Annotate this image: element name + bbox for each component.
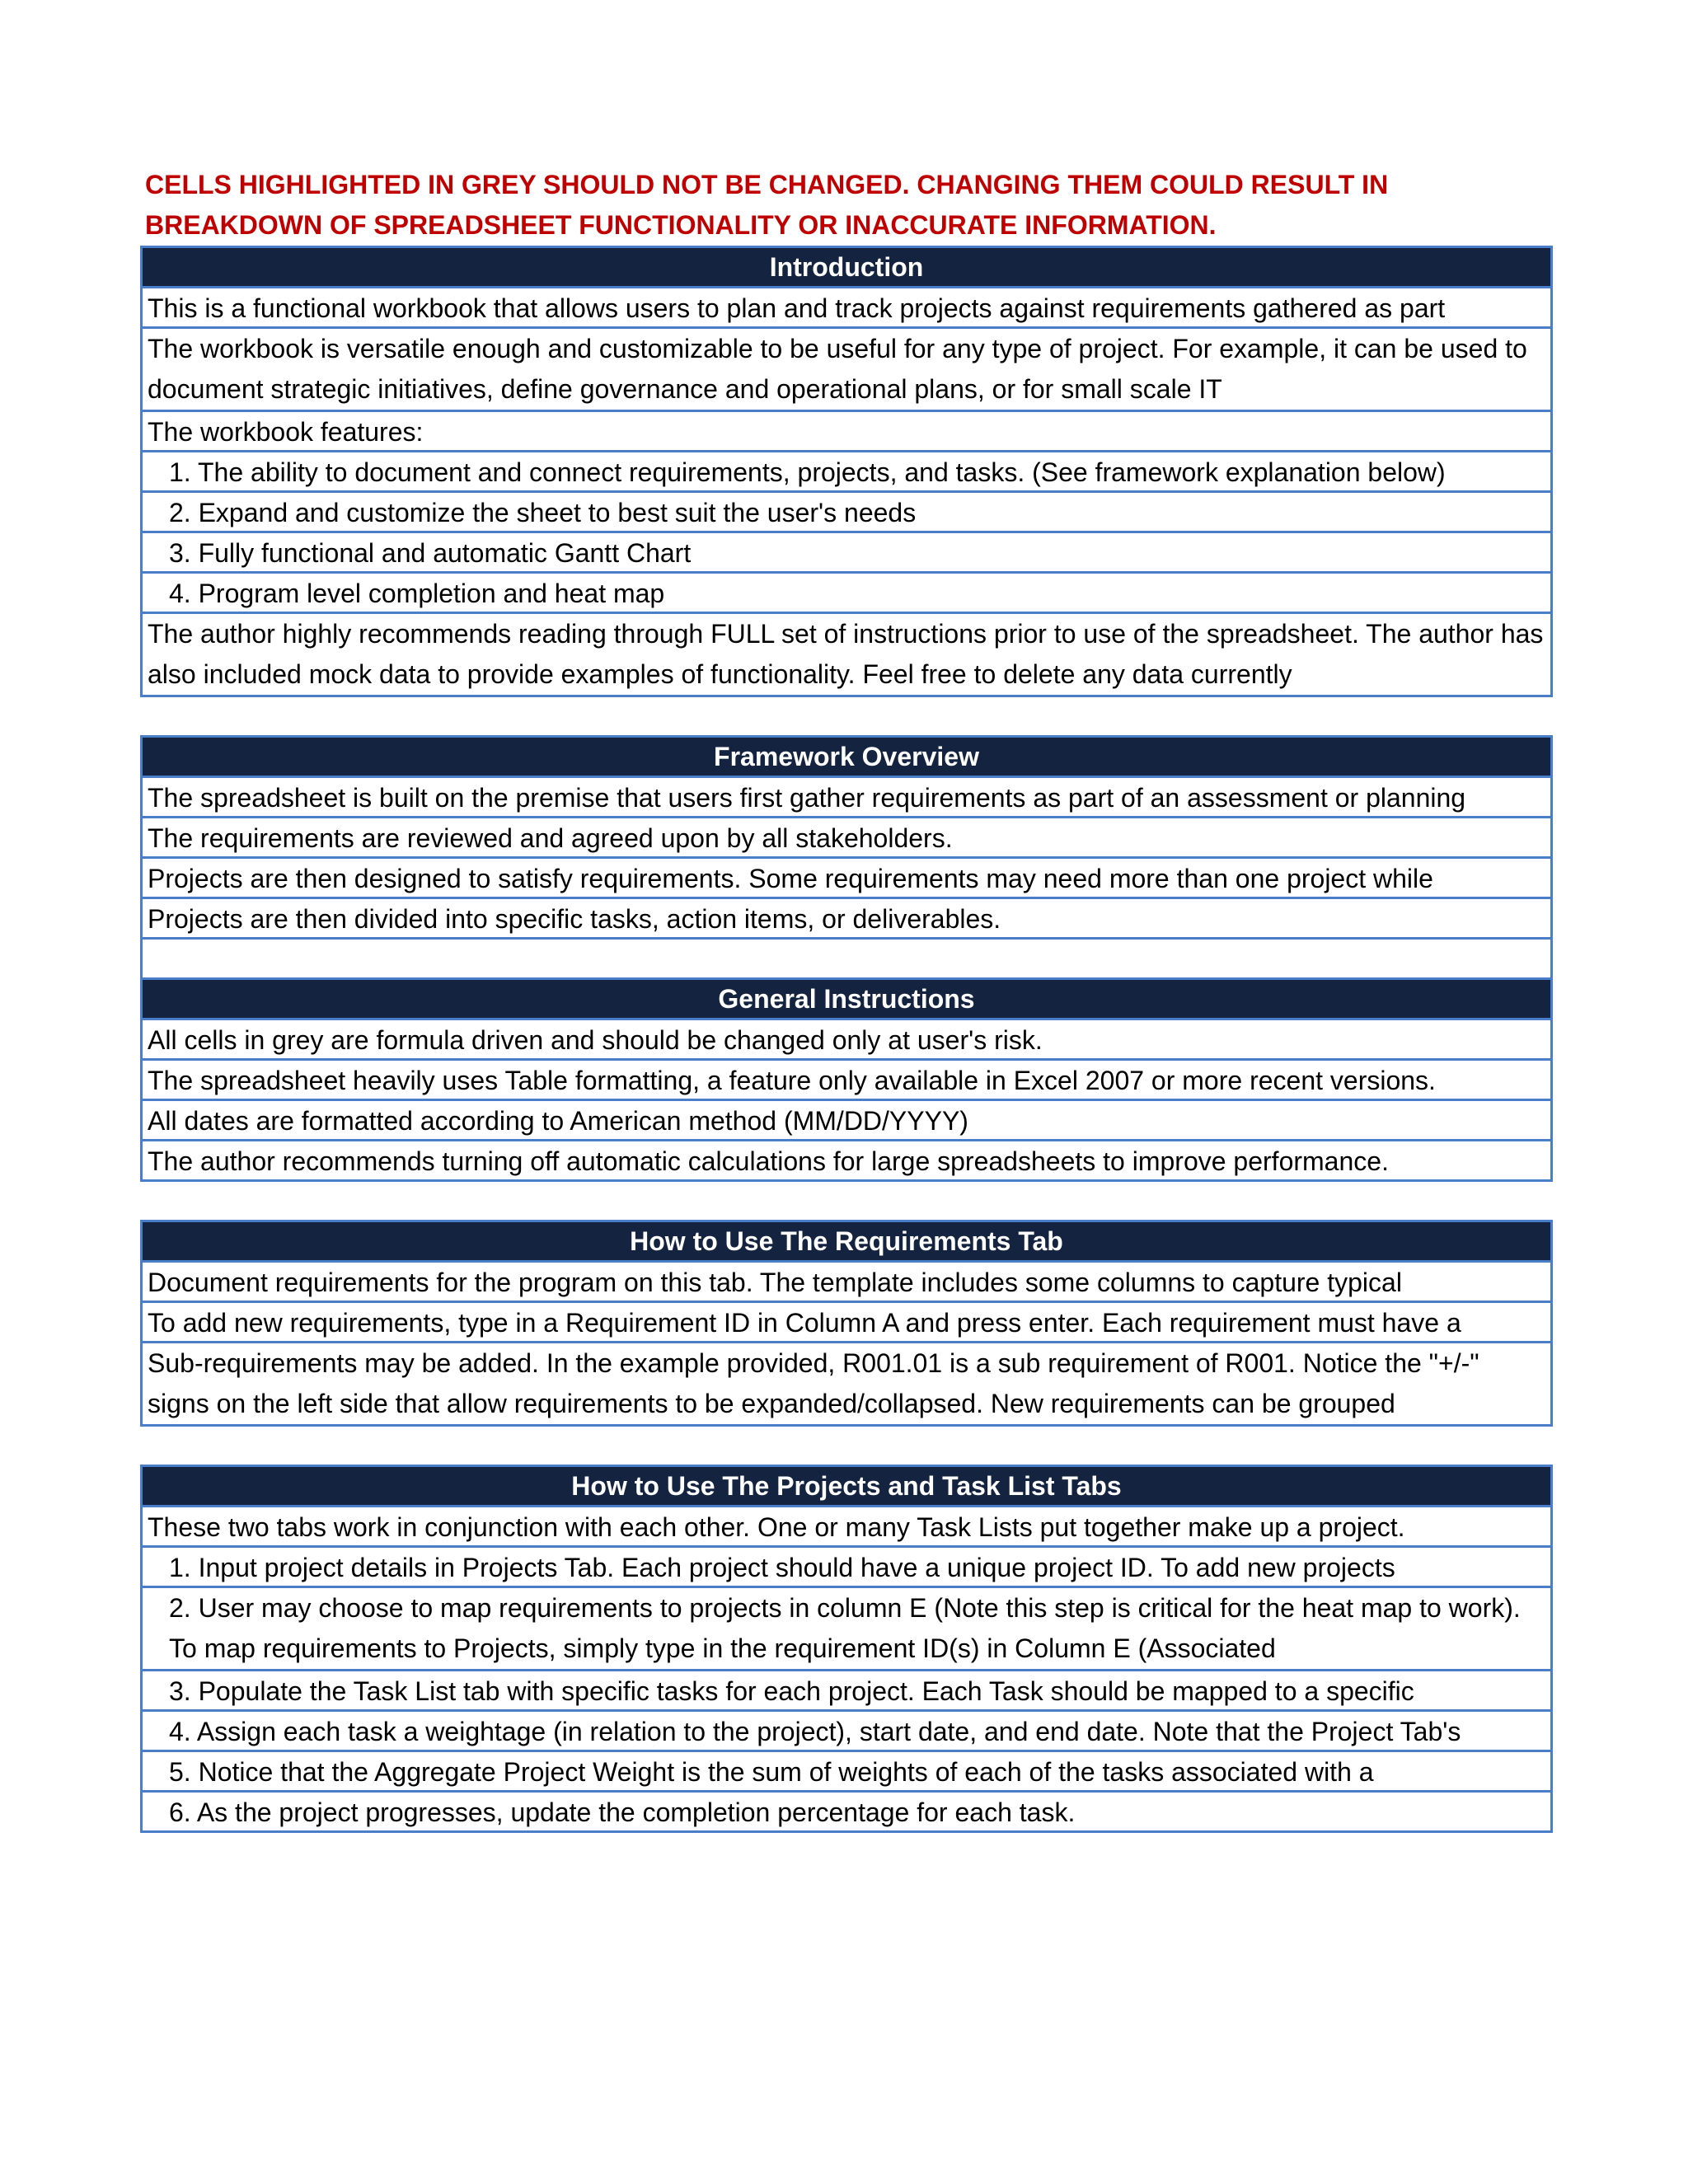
introduction-row[interactable]: This is a functional workbook that allows users to plan and track projects against requirements gathered as part: [143, 288, 1550, 329]
feature-list-item[interactable]: 2. Expand and customize the sheet to best suit the user's needs: [143, 493, 1550, 533]
feature-list-item[interactable]: 3. Fully functional and automatic Gantt Chart: [143, 533, 1550, 574]
general-row[interactable]: All cells in grey are formula driven and should be changed only at user's risk.: [143, 1020, 1550, 1061]
projects-step[interactable]: 5. Notice that the Aggregate Project Weight is the sum of weights of each of the tasks associated with a: [143, 1752, 1550, 1793]
spacer: [140, 697, 1553, 735]
feature-list-item[interactable]: 1. The ability to document and connect requirements, projects, and tasks. (See framework explanation below): [143, 452, 1550, 493]
introduction-section: [140, 246, 1553, 697]
projects-section: [140, 1465, 1553, 1833]
spacer: [140, 1427, 1553, 1465]
introduction-row[interactable]: The workbook is versatile enough and customizable to be useful for any type of project. For example, it can be used to document strategic initiatives, define governance and operational plans, or for small scale IT: [143, 329, 1550, 412]
introduction-row[interactable]: The author highly recommends reading through FULL set of instructions prior to use of the spreadsheet. The author has also included mock data to provide examples of functionality. Feel free to delete any data currently: [143, 614, 1550, 697]
projects-step[interactable]: 4. Assign each task a weightage (in relation to the project), start date, and end date. Note that the Project Tab's: [143, 1712, 1550, 1752]
general-section: [140, 980, 1553, 1182]
framework-row[interactable]: The spreadsheet is built on the premise that users first gather requirements as part of an assessment or planning: [143, 778, 1550, 818]
projects-step[interactable]: 6. As the project progresses, update the completion percentage for each task.: [143, 1793, 1550, 1833]
general-row[interactable]: The spreadsheet heavily uses Table formatting, a feature only available in Excel 2007 or more recent versions.: [143, 1061, 1550, 1101]
requirements-section: [140, 1220, 1553, 1427]
instructions-sheet: [140, 165, 1553, 1833]
requirements-header: How to Use The Requirements Tab: [143, 1222, 1550, 1263]
requirements-row[interactable]: To add new requirements, type in a Requirement ID in Column A and press enter. Each requirement must have a: [143, 1303, 1550, 1343]
general-row[interactable]: The author recommends turning off automatic calculations for large spreadsheets to improve performance.: [143, 1141, 1550, 1182]
framework-row[interactable]: Projects are then divided into specific tasks, action items, or deliverables.: [143, 899, 1550, 940]
projects-row[interactable]: These two tabs work in conjunction with each other. One or many Task Lists put together make up a project.: [143, 1507, 1550, 1548]
introduction-header: Introduction: [143, 248, 1550, 288]
projects-step[interactable]: 1. Input project details in Projects Tab. Each project should have a unique project ID. To add new projects: [143, 1548, 1550, 1588]
feature-list-item[interactable]: 4. Program level completion and heat map: [143, 574, 1550, 614]
general-header: General Instructions: [143, 980, 1550, 1020]
requirements-row[interactable]: Document requirements for the program on this tab. The template includes some columns to capture typical: [143, 1263, 1550, 1303]
spacer: [140, 1182, 1553, 1220]
framework-row[interactable]: The requirements are reviewed and agreed upon by all stakeholders.: [143, 818, 1550, 859]
warning-banner: CELLS HIGHLIGHTED IN GREY SHOULD NOT BE CHANGED. CHANGING THEM COULD RESULT IN BREAKDOWN OF SPREADSHEET FUNCTIONALITY OR INACCURATE INFORMATION.: [145, 170, 1389, 240]
framework-header: Framework Overview: [143, 738, 1550, 778]
general-row[interactable]: All dates are formatted according to American method (MM/DD/YYYY): [143, 1101, 1550, 1141]
framework-row[interactable]: Projects are then designed to satisfy requirements. Some requirements may need more than one project while: [143, 859, 1550, 899]
projects-step[interactable]: 3. Populate the Task List tab with specific tasks for each project. Each Task should be mapped to a specific: [143, 1671, 1550, 1712]
requirements-row[interactable]: Sub-requirements may be added. In the example provided, R001.01 is a sub requirement of R001. Notice the "+/-" signs on the left side that allow requirements to be expanded/collapsed. New requirements can be grouped: [143, 1343, 1550, 1427]
introduction-row[interactable]: The workbook features:: [143, 412, 1550, 452]
framework-section: [140, 735, 1553, 980]
projects-step[interactable]: 2. User may choose to map requirements to projects in column E (Note this step is critical for the heat map to work). To map requirements to Projects, simply type in the requirement ID(s) in Column E (Associated: [143, 1588, 1550, 1671]
projects-header: How to Use The Projects and Task List Tabs: [143, 1467, 1550, 1507]
empty-cell[interactable]: [143, 940, 1550, 980]
